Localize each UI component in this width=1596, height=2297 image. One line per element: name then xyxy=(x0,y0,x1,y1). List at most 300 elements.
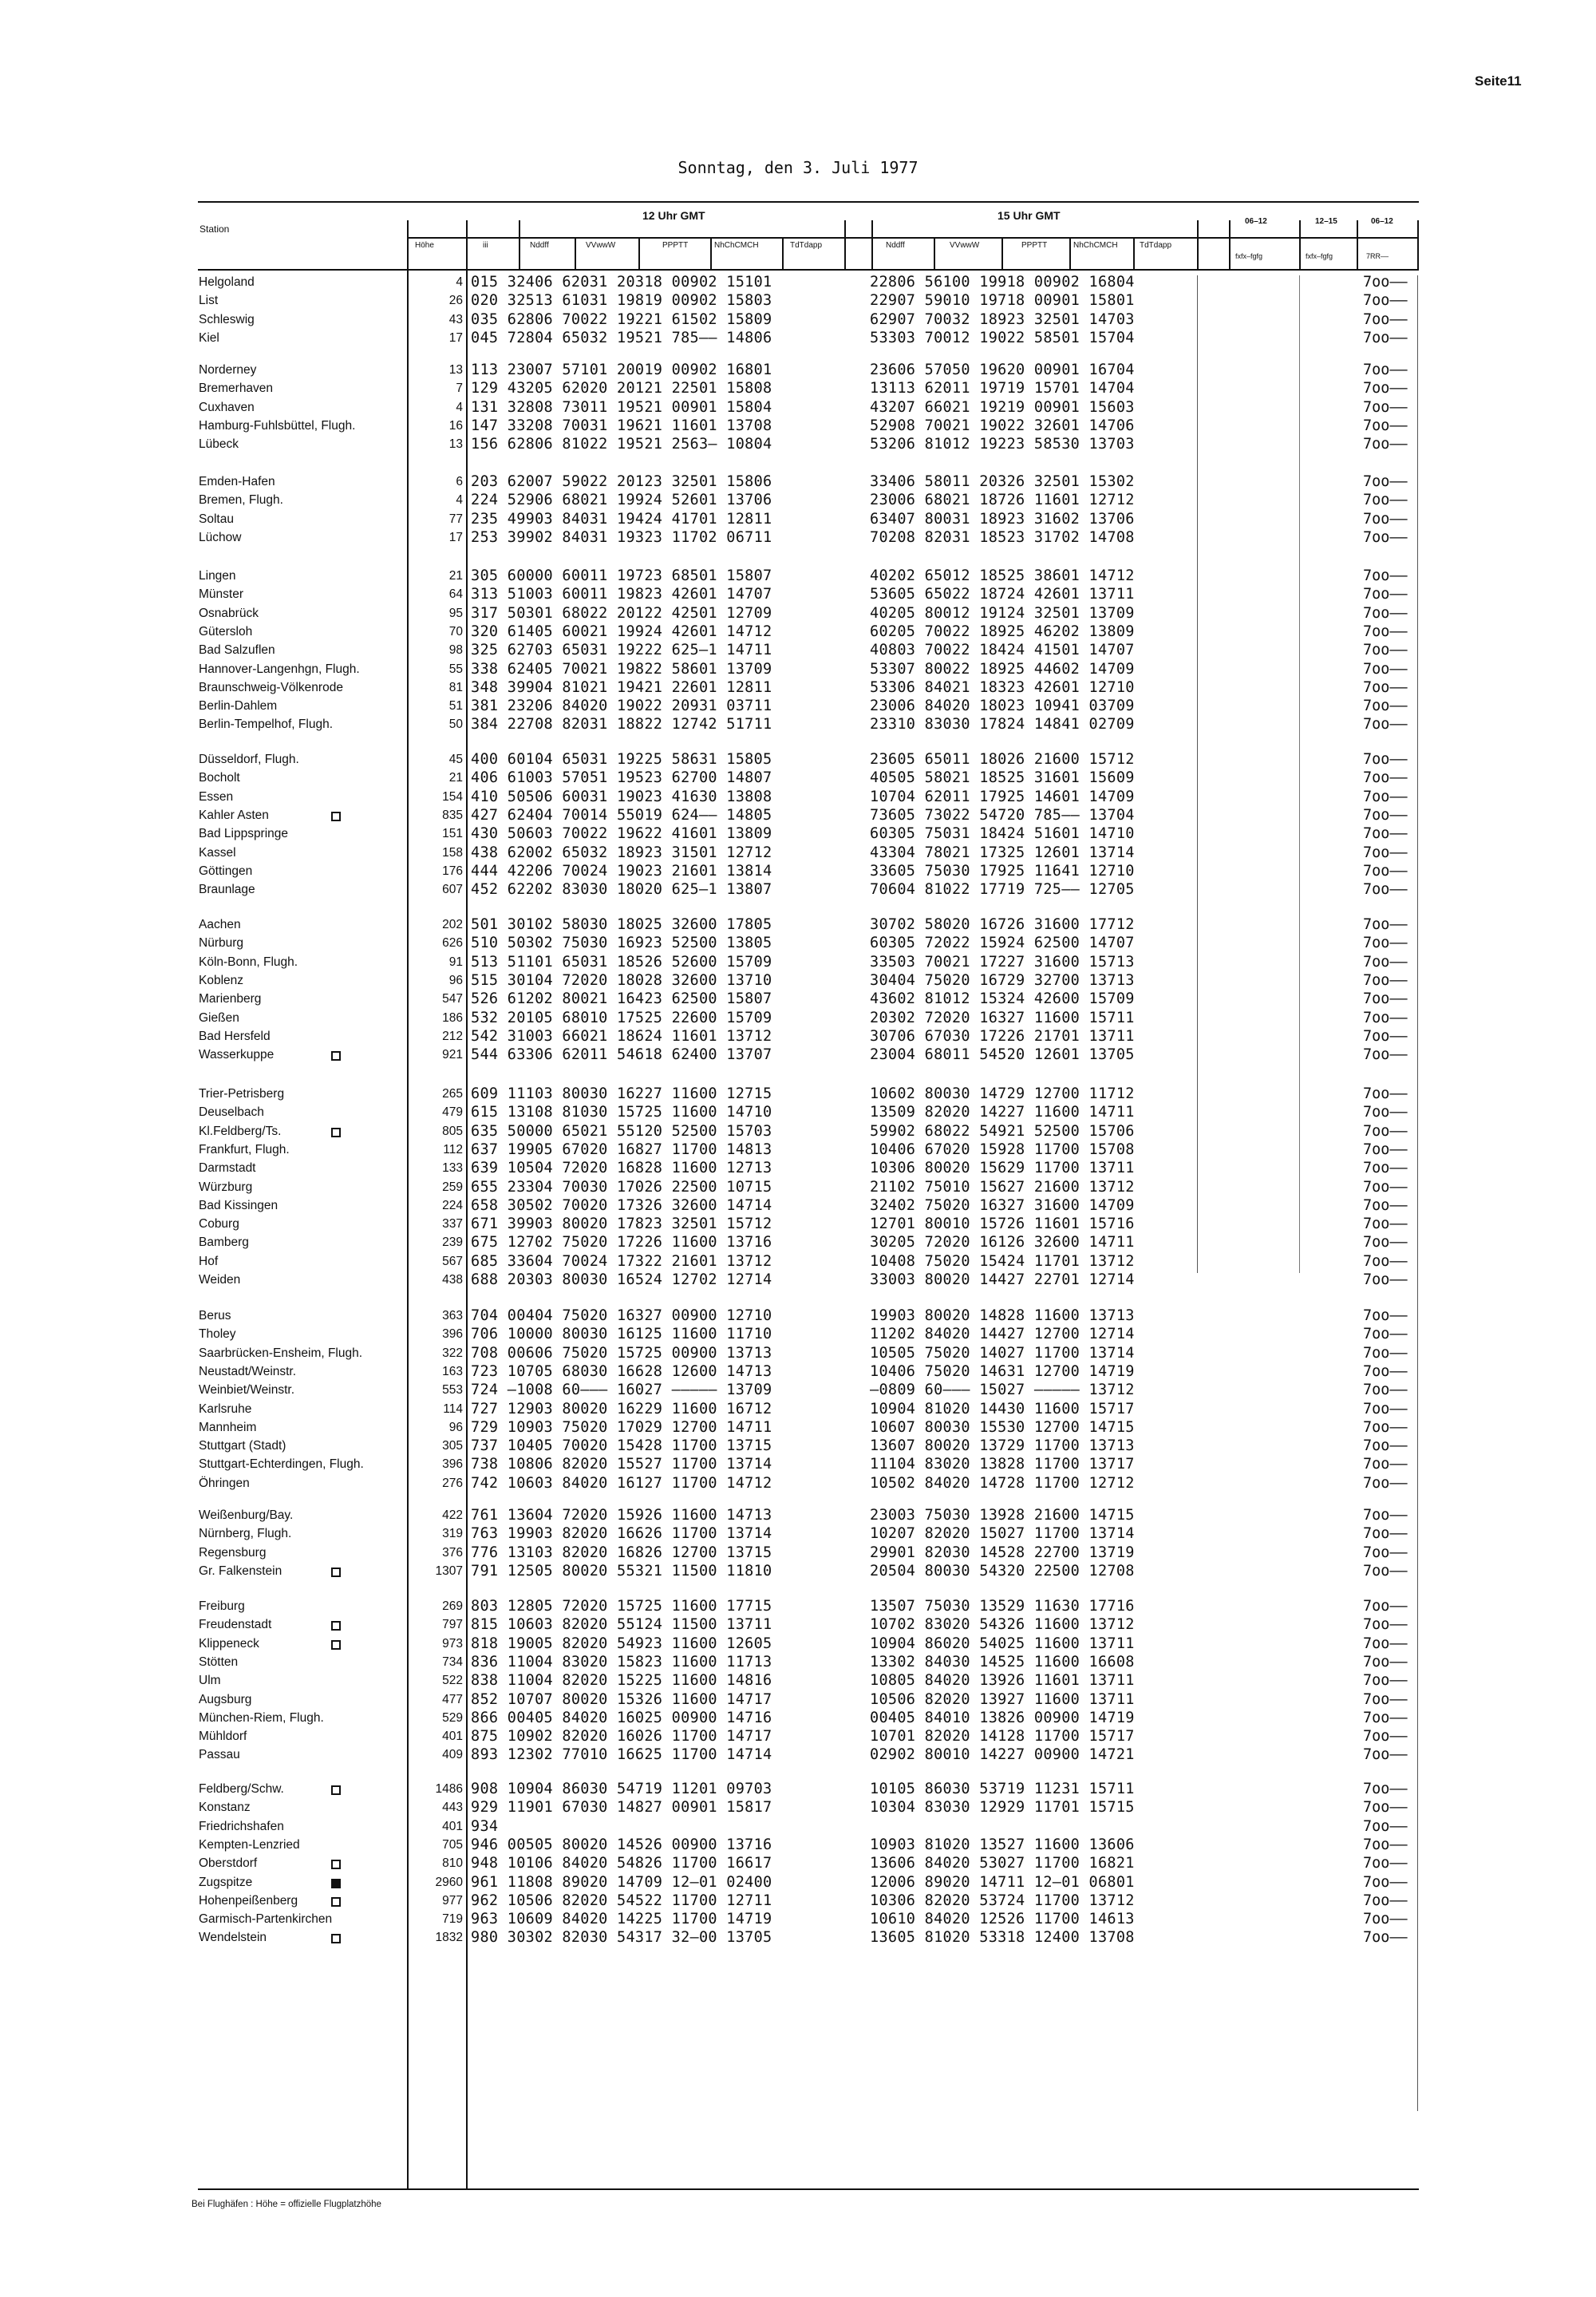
obs-15utc: 10406 67020 15928 11700 15708 xyxy=(870,1141,1135,1158)
obs-12utc: 893 12302 77010 16625 11700 14714 xyxy=(471,1746,772,1764)
station-name: Marienberg xyxy=(199,992,262,1006)
obs-12utc: 929 11901 67030 14827 00901 15817 xyxy=(471,1799,772,1817)
station-name: Konstanz xyxy=(199,1801,251,1815)
obs-12utc: 724 –1008 60––– 16027 ––––– 13709 xyxy=(471,1382,772,1399)
obs-15utc: 30205 72020 16126 32600 14711 xyxy=(870,1234,1135,1251)
precip-code: 7oo–– xyxy=(1363,1085,1408,1102)
station-name: Würzburg xyxy=(199,1180,253,1194)
precip-code: 7oo–– xyxy=(1363,1836,1408,1853)
height-column-border xyxy=(466,220,468,2188)
obs-12utc: 742 10603 84020 16127 11700 14712 xyxy=(471,1474,772,1492)
obs-15utc: 10304 83030 12929 11701 15715 xyxy=(870,1799,1135,1817)
header-bottom-line xyxy=(198,269,1419,271)
station-height: 64 xyxy=(448,587,463,602)
station-name: Saarbrücken-Ensheim, Flugh. xyxy=(199,1346,363,1360)
obs-12utc: 908 10904 86030 54719 11201 09703 xyxy=(471,1781,772,1797)
station-height: 13 xyxy=(448,363,463,377)
obs-15utc: 10701 82020 14128 11700 15717 xyxy=(870,1728,1135,1745)
precip-code: 7oo–– xyxy=(1363,1635,1408,1652)
obs-15utc: 20302 72020 16327 11600 15711 xyxy=(870,1009,1135,1026)
station-height: 977 xyxy=(442,1893,463,1908)
station-name: Kahler Asten xyxy=(199,808,269,822)
station-name: Berlin-Dahlem xyxy=(199,699,278,714)
station-height: 1832 xyxy=(435,1931,463,1945)
station-name: Cuxhaven xyxy=(199,400,255,414)
obs-15utc: 53303 70012 19022 58501 15704 xyxy=(870,329,1135,346)
obs-12utc: 147 33208 70031 19621 11601 13708 xyxy=(471,417,772,434)
station-height: 529 xyxy=(442,1710,463,1725)
page-title: Sonntag, den 3. Juli 1977 xyxy=(678,158,918,177)
station-name: Oberstdorf xyxy=(199,1856,258,1871)
precip-code: 7oo–– xyxy=(1363,788,1408,805)
precip-code: 7oo–– xyxy=(1363,916,1408,933)
precip-code: 7oo–– xyxy=(1363,990,1408,1008)
station-height: 45 xyxy=(448,753,463,766)
obs-12utc: 438 62002 65032 18923 31501 12712 xyxy=(471,844,772,861)
obs-12utc: 444 42206 70024 19023 21601 13814 xyxy=(471,862,772,880)
obs-12utc: 815 10603 82020 55124 11500 13711 xyxy=(471,1616,772,1634)
station-height: 13 xyxy=(448,437,463,452)
station-height: 114 xyxy=(443,1402,463,1416)
gmt15-left-border xyxy=(871,220,873,270)
gmt15-right-border xyxy=(1197,220,1199,270)
station-height: 16 xyxy=(448,418,463,433)
r3-left-border xyxy=(1357,220,1358,270)
station-name: Stuttgart-Echterdingen, Flugh. xyxy=(199,1457,364,1472)
obs-15utc: 10306 82020 53724 11700 13712 xyxy=(870,1892,1135,1909)
precip-code: 7oo–– xyxy=(1363,1418,1408,1436)
precip-code: 7oo–– xyxy=(1363,1728,1408,1745)
obs-15utc: 33003 80020 14427 22701 12714 xyxy=(870,1271,1135,1288)
station-height: 17 xyxy=(448,530,463,544)
obs-12utc: 305 60000 60011 19723 68501 15807 xyxy=(471,567,772,584)
station-height: 607 xyxy=(442,883,463,897)
mountain-station-box-icon xyxy=(331,1897,341,1907)
station-height: 719 xyxy=(442,1912,463,1927)
obs-12utc: 980 30302 82030 54317 32–00 13705 xyxy=(471,1929,772,1947)
obs-12utc: 639 10504 72020 16828 11600 12713 xyxy=(471,1160,772,1177)
station-name: Neustadt/Weinstr. xyxy=(199,1364,297,1378)
col12-ppptt: PPPTT xyxy=(662,241,689,250)
precip-code: 7oo–– xyxy=(1363,1400,1408,1417)
mountain-station-box-icon xyxy=(331,1128,341,1137)
station-height: 522 xyxy=(442,1674,463,1688)
obs-15utc: 10207 82020 15027 11700 13714 xyxy=(870,1525,1135,1543)
station-name: Bad Salzuflen xyxy=(199,643,275,658)
precip-code: 7oo–– xyxy=(1363,1252,1408,1270)
station-height: 626 xyxy=(442,936,463,951)
obs-15utc: 10105 86030 53719 11231 15711 xyxy=(870,1781,1135,1797)
obs-15utc: 12006 89020 14711 12–01 06801 xyxy=(870,1873,1135,1891)
mountain-station-box-icon xyxy=(331,1640,341,1650)
obs-12utc: 131 32808 73011 19521 00901 15804 xyxy=(471,398,772,416)
station-name: Bad Lippspringe xyxy=(199,827,289,841)
sub-col-line xyxy=(1001,237,1003,269)
col12-td: TdTdapp xyxy=(790,241,823,250)
r1-header: 06–12 xyxy=(1245,217,1267,226)
obs-15utc: 23606 57050 19620 00901 16704 xyxy=(870,362,1135,378)
obs-12utc: 406 61003 57051 19523 62700 14807 xyxy=(471,769,772,787)
obs-15utc: 40202 65012 18525 38601 14712 xyxy=(870,567,1135,584)
station-height: 26 xyxy=(448,294,463,308)
obs-15utc: 22907 59010 19718 00901 15801 xyxy=(870,292,1135,310)
station-height: 202 xyxy=(442,918,463,931)
station-height: 805 xyxy=(442,1124,463,1138)
r1-left-border xyxy=(1229,220,1231,270)
station-height: 151 xyxy=(442,827,463,841)
station-height: 55 xyxy=(448,662,463,676)
station-height: 176 xyxy=(442,864,463,878)
station-height: 112 xyxy=(443,1142,463,1156)
obs-15utc: 23006 84020 18023 10941 03709 xyxy=(870,698,1135,715)
station-name: Darmstadt xyxy=(199,1161,256,1176)
obs-15utc: 40803 70022 18424 41501 14707 xyxy=(870,642,1135,659)
precip-code: 7oo–– xyxy=(1363,806,1408,824)
mountain-station-box-icon xyxy=(331,812,341,821)
station-name: Düsseldorf, Flugh. xyxy=(199,753,299,766)
obs-12utc: 542 31003 66021 18624 11601 13712 xyxy=(471,1027,772,1045)
obs-12utc: 737 10405 70020 15428 11700 13715 xyxy=(471,1437,772,1455)
obs-12utc: 427 62404 70014 55019 624–– 14805 xyxy=(471,806,772,824)
station-name: Münster xyxy=(199,587,243,602)
sub-col-line xyxy=(1133,237,1135,269)
station-name: Kiel xyxy=(199,330,219,345)
obs-15utc: 10408 75020 15424 11701 13712 xyxy=(870,1252,1135,1270)
obs-12utc: 635 50000 65021 55120 52500 15703 xyxy=(471,1122,772,1140)
obs-15utc: 13607 80020 13729 11700 13713 xyxy=(870,1437,1135,1455)
obs-15utc: 30404 75020 16729 32700 13713 xyxy=(870,971,1135,989)
obs-12utc: 203 62007 59022 20123 32501 15806 xyxy=(471,473,772,490)
obs-15utc: 60305 75031 18424 51601 14710 xyxy=(870,825,1135,843)
precip-code: 7oo–– xyxy=(1363,881,1408,899)
obs-12utc: 658 30502 70020 17326 32600 14714 xyxy=(471,1196,772,1214)
station-height: 224 xyxy=(442,1198,463,1212)
station-name: Bremerhaven xyxy=(199,382,274,396)
obs-12utc: 325 62703 65031 19222 625–1 14711 xyxy=(471,642,772,659)
obs-15utc: 73605 73022 54720 785–– 13704 xyxy=(870,806,1135,824)
precip-code: 7oo–– xyxy=(1363,1507,1408,1524)
obs-15utc: 02902 80010 14227 00900 14721 xyxy=(870,1746,1135,1764)
obs-15utc: 10502 84020 14728 11700 12712 xyxy=(870,1474,1135,1492)
r2-header: 12–15 xyxy=(1315,217,1337,226)
obs-15utc: 53307 80022 18925 44602 14709 xyxy=(870,660,1135,678)
station-height: 51 xyxy=(448,699,463,714)
obs-12utc: 791 12505 80020 55321 11500 11810 xyxy=(471,1562,772,1579)
station-height: 810 xyxy=(442,1856,463,1871)
r3-subheader: 7RR–– xyxy=(1366,252,1389,260)
station-name: Soltau xyxy=(199,512,234,526)
station-height: 797 xyxy=(442,1618,463,1632)
obs-12utc: 723 10705 68030 16628 12600 14713 xyxy=(471,1362,772,1380)
station-name: Wendelstein xyxy=(199,1931,267,1945)
obs-15utc: 10406 75020 14631 12700 14719 xyxy=(870,1362,1135,1380)
obs-15utc: 23004 68011 54520 12601 13705 xyxy=(870,1046,1135,1064)
precip-code: 7oo–– xyxy=(1363,1525,1408,1543)
station-name: Passau xyxy=(199,1748,240,1762)
obs-15utc: 10602 80030 14729 12700 11712 xyxy=(870,1085,1135,1102)
station-name: Essen xyxy=(199,789,234,804)
obs-12utc: 727 12903 80020 16229 11600 16712 xyxy=(471,1400,772,1417)
precip-code: 7oo–– xyxy=(1363,1009,1408,1026)
station-height: 98 xyxy=(448,643,463,658)
obs-15utc: 70604 81022 17719 725–– 12705 xyxy=(870,881,1135,899)
station-name: Kempten-Lenzried xyxy=(199,1837,300,1852)
precip-code: 7oo–– xyxy=(1363,1892,1408,1909)
precip-code: 7oo–– xyxy=(1363,1196,1408,1214)
header-mid-line xyxy=(407,237,1419,239)
station-name: Gr. Falkenstein xyxy=(199,1564,282,1578)
station-height: 7 xyxy=(456,382,463,396)
station-height: 553 xyxy=(442,1383,463,1398)
obs-12utc: 963 10609 84020 14225 11700 14719 xyxy=(471,1911,772,1928)
station-height: 705 xyxy=(442,1837,463,1852)
station-name: Bad Kissingen xyxy=(199,1198,279,1212)
station-name: Lingen xyxy=(199,569,236,583)
station-height: 401 xyxy=(442,1819,463,1833)
station-name: Bocholt xyxy=(199,771,240,785)
precip-code: 7oo–– xyxy=(1363,274,1408,291)
station-height: 547 xyxy=(442,992,463,1006)
station-name: Göttingen xyxy=(199,864,253,878)
precip-code: 7oo–– xyxy=(1363,1104,1408,1121)
obs-15utc: 59902 68022 54921 52500 15706 xyxy=(870,1122,1135,1140)
obs-12utc: 320 61405 60021 19924 42601 14712 xyxy=(471,623,772,640)
station-height: 96 xyxy=(448,973,463,987)
precip-code: 7oo–– xyxy=(1363,953,1408,971)
station-name: Deuselbach xyxy=(199,1105,264,1120)
obs-12utc: 317 50301 68022 20122 42501 12709 xyxy=(471,604,772,622)
precip-code: 7oo–– xyxy=(1363,1598,1408,1615)
station-height: 4 xyxy=(456,493,463,508)
obs-15utc: 10610 84020 12526 11700 14613 xyxy=(870,1911,1135,1928)
station-name: Freudenstadt xyxy=(199,1618,272,1632)
precip-code: 7oo–– xyxy=(1363,436,1408,453)
station-name: Bamberg xyxy=(199,1235,249,1250)
station-height: 50 xyxy=(448,718,463,732)
station-name: Osnabrück xyxy=(199,606,259,620)
station-name: Trier-Petrisberg xyxy=(199,1087,285,1101)
station-name: Kl.Feldberg/Ts. xyxy=(199,1124,282,1138)
station-height: 43 xyxy=(448,312,463,326)
obs-15utc: 22806 56100 19918 00902 16804 xyxy=(870,274,1135,291)
station-height: 921 xyxy=(442,1048,463,1062)
obs-12utc: 410 50506 60031 19023 41630 13808 xyxy=(471,788,772,805)
station-name: Stötten xyxy=(199,1655,239,1669)
station-name: Klippeneck xyxy=(199,1636,259,1651)
obs-15utc: 33503 70021 17227 31600 15713 xyxy=(870,953,1135,971)
station-header: Station xyxy=(200,223,230,235)
station-name: Gießen xyxy=(199,1010,239,1025)
obs-15utc: 52908 70021 19022 32601 14706 xyxy=(870,417,1135,434)
precip-code: 7oo–– xyxy=(1363,1817,1408,1835)
obs-12utc: 685 33604 70024 17322 21601 13712 xyxy=(471,1252,772,1270)
station-height: 835 xyxy=(442,808,463,822)
precip-code: 7oo–– xyxy=(1363,1362,1408,1380)
station-height: 81 xyxy=(448,680,463,694)
precip-code: 7oo–– xyxy=(1363,1746,1408,1764)
mountain-station-box-icon xyxy=(331,1934,341,1943)
obs-12utc: 962 10506 82020 54522 11700 12711 xyxy=(471,1892,772,1909)
station-name: Ulm xyxy=(199,1674,221,1688)
station-height: 322 xyxy=(442,1346,463,1360)
obs-15utc: 23310 83030 17824 14841 02709 xyxy=(870,716,1135,733)
obs-15utc: 70208 82031 18523 31702 14708 xyxy=(870,528,1135,546)
obs-12utc: 381 23206 84020 19022 20931 03711 xyxy=(471,698,772,715)
station-height: 319 xyxy=(442,1527,463,1541)
station-height: 17 xyxy=(448,330,463,345)
precip-code: 7oo–– xyxy=(1363,825,1408,843)
precip-code: 7oo–– xyxy=(1363,844,1408,861)
obs-12utc: 946 00505 80020 14526 00900 13716 xyxy=(471,1836,772,1853)
obs-15utc: 30702 58020 16726 31600 17712 xyxy=(870,916,1135,933)
station-height: 154 xyxy=(442,789,463,804)
precip-code: 7oo–– xyxy=(1363,1911,1408,1928)
obs-12utc: 045 72804 65032 19521 785–– 14806 xyxy=(471,329,772,346)
station-height: 21 xyxy=(448,771,463,785)
precip-code: 7oo–– xyxy=(1363,362,1408,378)
obs-15utc: 23006 68021 18726 11601 12712 xyxy=(870,492,1135,509)
obs-12utc: 384 22708 82031 18822 12742 51711 xyxy=(471,716,772,733)
precip-code: 7oo–– xyxy=(1363,492,1408,509)
obs-15utc: 10903 81020 13527 11600 13606 xyxy=(870,1836,1135,1853)
obs-12utc: 510 50302 75030 16923 52500 13805 xyxy=(471,935,772,952)
station-height: 259 xyxy=(442,1180,463,1194)
station-name: Berus xyxy=(199,1309,231,1322)
obs-15utc: 23605 65011 18026 21600 15712 xyxy=(870,751,1135,768)
obs-15utc: 53206 81012 19223 58530 13703 xyxy=(870,436,1135,453)
obs-12utc: 704 00404 75020 16327 00900 12710 xyxy=(471,1307,772,1324)
station-height: 401 xyxy=(442,1730,463,1744)
station-height: 443 xyxy=(442,1801,463,1815)
obs-12utc: 729 10903 75020 17029 12700 14711 xyxy=(471,1418,772,1436)
obs-15utc: 12701 80010 15726 11601 15716 xyxy=(870,1216,1135,1233)
obs-15utc: 10505 75020 14027 11700 13714 xyxy=(870,1344,1135,1362)
obs-15utc: 10702 83020 54326 11600 13712 xyxy=(870,1616,1135,1634)
station-height: 305 xyxy=(442,1439,463,1453)
obs-12utc: 513 51101 65031 18526 52600 15709 xyxy=(471,953,772,971)
precip-code: 7oo–– xyxy=(1363,586,1408,603)
r2-left-border xyxy=(1299,220,1301,270)
obs-12utc: 035 62806 70022 19221 61502 15809 xyxy=(471,310,772,328)
station-name: Schleswig xyxy=(199,312,255,326)
col12-vvwww: VVwwW xyxy=(586,241,616,250)
station-height: 91 xyxy=(448,955,463,969)
precip-code: 7oo–– xyxy=(1363,642,1408,659)
precip-code: 7oo–– xyxy=(1363,1672,1408,1690)
station-name: Zugspitze xyxy=(199,1875,253,1889)
station-name: Öhringen xyxy=(199,1476,250,1490)
obs-15utc: 13113 62011 19719 15701 14704 xyxy=(870,380,1135,397)
station-name: Weiden xyxy=(199,1273,241,1287)
station-name: Hamburg-Fuhlsbüttel, Flugh. xyxy=(199,418,356,433)
obs-15utc: 10506 82020 13927 11600 13711 xyxy=(870,1690,1135,1708)
obs-15utc: 33605 75030 17925 11641 12710 xyxy=(870,862,1135,880)
obs-15utc: 21102 75010 15627 21600 13712 xyxy=(870,1178,1135,1196)
col15-vvwww: VVwwW xyxy=(950,241,980,250)
col15-nddff: Nddff xyxy=(886,241,905,250)
precip-code: 7oo–– xyxy=(1363,510,1408,528)
dotted-separator xyxy=(1197,275,1198,1273)
precip-code: 7oo–– xyxy=(1363,1709,1408,1726)
station-name: Karlsruhe xyxy=(199,1402,252,1416)
obs-15utc: 13302 84030 14525 11600 16608 xyxy=(870,1653,1135,1670)
obs-12utc: 430 50603 70022 19622 41601 13809 xyxy=(471,825,772,843)
station-height: 2960 xyxy=(435,1875,463,1889)
station-name: Wasserkuppe xyxy=(199,1048,275,1062)
precip-code: 7oo–– xyxy=(1363,398,1408,416)
station-name: Mannheim xyxy=(199,1420,257,1434)
precip-code: 7oo–– xyxy=(1363,1855,1408,1872)
obs-12utc: 156 62806 81022 19521 2563– 10804 xyxy=(471,436,772,453)
obs-12utc: 609 11103 80030 16227 11600 12715 xyxy=(471,1085,772,1102)
station-height: 96 xyxy=(448,1420,463,1434)
station-name: Hof xyxy=(199,1254,219,1268)
gmt15-header: 15 Uhr GMT xyxy=(998,209,1061,222)
precip-code: 7oo–– xyxy=(1363,417,1408,434)
obs-15utc: 60205 70022 18925 46202 13809 xyxy=(870,623,1135,640)
obs-12utc: 852 10707 80020 15326 11600 14717 xyxy=(471,1690,772,1708)
station-height: 212 xyxy=(442,1029,463,1043)
obs-12utc: 020 32513 61031 19819 00902 15803 xyxy=(471,292,772,310)
station-name: München-Riem, Flugh. xyxy=(199,1710,324,1725)
precip-code: 7oo–– xyxy=(1363,604,1408,622)
precip-code: 7oo–– xyxy=(1363,971,1408,989)
precip-code: 7oo–– xyxy=(1363,935,1408,952)
obs-15utc: 63407 80031 18923 31602 13706 xyxy=(870,510,1135,528)
iii-header: iii xyxy=(483,241,488,250)
station-height: 337 xyxy=(442,1217,463,1232)
r1-subheader: fxfx–fgfg xyxy=(1235,252,1263,260)
col15-clouds: NhChCMCH xyxy=(1073,241,1118,250)
obs-15utc: 23003 75030 13928 21600 14715 xyxy=(870,1507,1135,1524)
obs-15utc: 10607 80030 15530 12700 14715 xyxy=(870,1418,1135,1436)
station-name: Nürnberg, Flugh. xyxy=(199,1527,292,1541)
station-height: 239 xyxy=(442,1235,463,1250)
precip-code: 7oo–– xyxy=(1363,1344,1408,1362)
precip-code: 7oo–– xyxy=(1363,473,1408,490)
obs-15utc: 43304 78021 17325 12601 13714 xyxy=(870,844,1135,861)
table-bottom-line xyxy=(198,2188,1419,2190)
obs-12utc: 655 23304 70030 17026 22500 10715 xyxy=(471,1178,772,1196)
obs-15utc: 00405 84010 13826 00900 14719 xyxy=(870,1709,1135,1726)
obs-15utc: 13605 81020 53318 12400 13708 xyxy=(870,1929,1135,1947)
obs-12utc: 015 32406 62031 20318 00902 15101 xyxy=(471,274,772,291)
station-height: 77 xyxy=(448,512,463,526)
mountain-station-box-icon xyxy=(331,1879,341,1888)
precip-code: 7oo–– xyxy=(1363,329,1408,346)
obs-12utc: 818 19005 82020 54923 11600 12605 xyxy=(471,1635,772,1652)
obs-12utc: 235 49903 84031 19424 41701 12811 xyxy=(471,510,772,528)
precip-code: 7oo–– xyxy=(1363,1616,1408,1634)
precip-code: 7oo–– xyxy=(1363,1456,1408,1473)
station-name: List xyxy=(199,294,219,308)
obs-15utc: 10704 62011 17925 14601 14709 xyxy=(870,788,1135,805)
precip-code: 7oo–– xyxy=(1363,1234,1408,1251)
station-height: 396 xyxy=(442,1457,463,1472)
precip-code: 7oo–– xyxy=(1363,1929,1408,1947)
precip-code: 7oo–– xyxy=(1363,567,1408,584)
station-height: 438 xyxy=(442,1273,463,1287)
station-height: 6 xyxy=(456,475,463,488)
obs-12utc: 708 00606 75020 15725 00900 13713 xyxy=(471,1344,772,1362)
station-name: Frankfurt, Flugh. xyxy=(199,1142,290,1156)
obs-12utc: 875 10902 82020 16026 11700 14717 xyxy=(471,1728,772,1745)
station-height: 1486 xyxy=(435,1782,463,1796)
obs-15utc: 43602 81012 15324 42600 15709 xyxy=(870,990,1135,1008)
obs-15utc: 10306 80020 15629 11700 13711 xyxy=(870,1160,1135,1177)
mountain-station-box-icon xyxy=(331,1860,341,1869)
gmt12-header: 12 Uhr GMT xyxy=(642,209,705,222)
